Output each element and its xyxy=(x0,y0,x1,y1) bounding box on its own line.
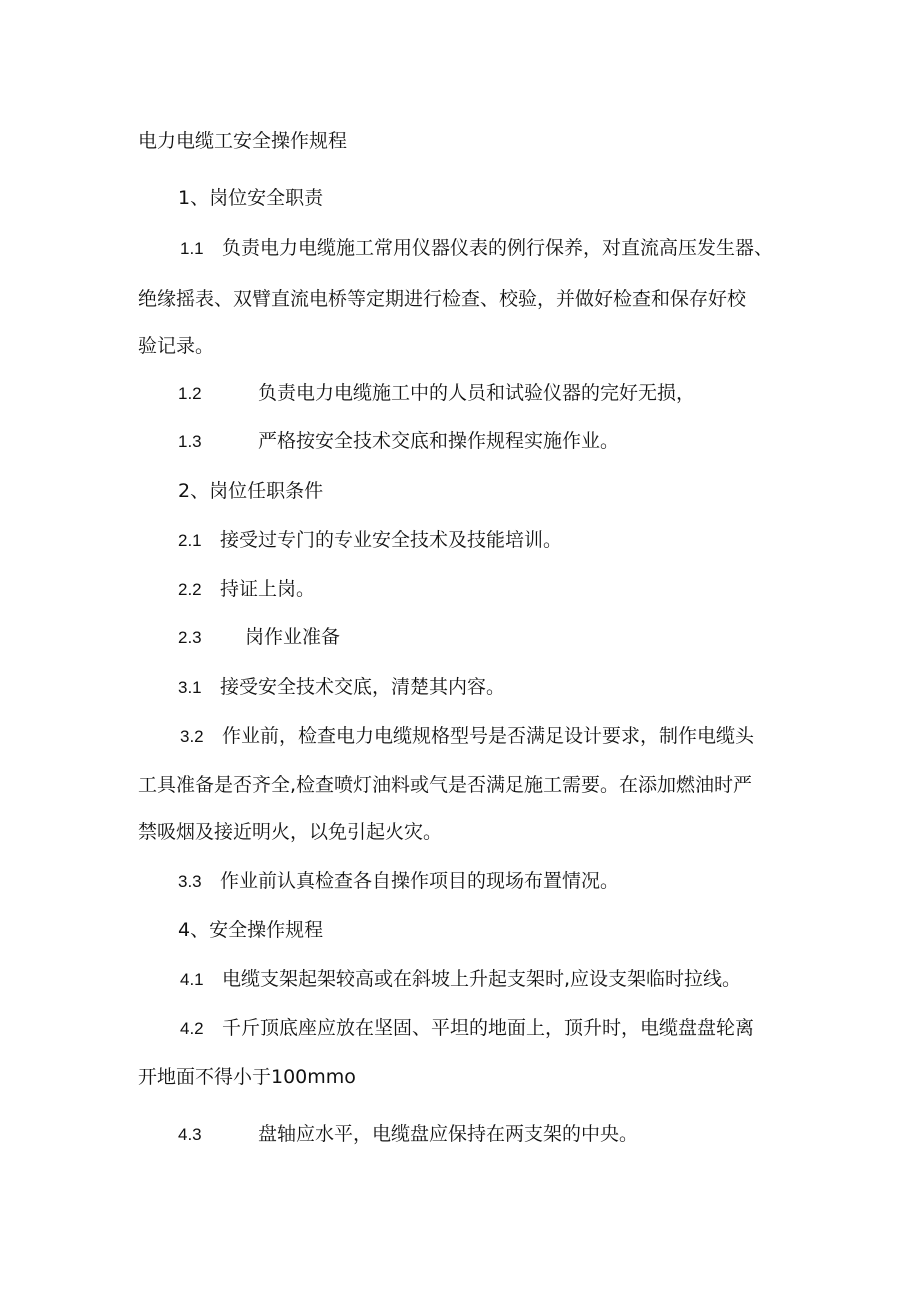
line-text: 验记录。 xyxy=(138,335,215,357)
item-3-3 xyxy=(178,869,619,894)
item-number: 4.2 xyxy=(180,1019,204,1038)
item-1-1-continued xyxy=(138,287,746,311)
item-4-2-continued xyxy=(138,1065,356,1089)
item-number: 1.3 xyxy=(178,432,202,451)
line-text: 千斤顶底座应放在坚固、平坦的地面上，顶升时，电缆盘盘轮离 xyxy=(222,1017,755,1039)
line-text: 电缆支架起架较高或在斜坡上升起支架时,应设支架临时拉线。 xyxy=(222,968,742,990)
line-text: 禁吸烟及接近明火，以免引起火灾。 xyxy=(138,821,443,843)
document-title: 电力电缆工安全操作规程 xyxy=(138,130,348,152)
item-1-1 xyxy=(180,236,773,261)
line-text: 岗作业准备 xyxy=(245,626,341,648)
line-text: 作业前，检查电力电缆规格型号是否满足设计要求，制作电缆头 xyxy=(222,725,755,747)
item-number: 2.2 xyxy=(178,580,202,599)
line-text: 接受过专门的专业安全技术及技能培训。 xyxy=(220,529,563,551)
item-number: 2.3 xyxy=(178,628,202,647)
item-1-3 xyxy=(178,429,619,454)
item-1-1-continued xyxy=(138,334,214,358)
item-3-2-continued xyxy=(138,820,442,844)
line-text: 负责电力电缆施工常用仪器仪表的例行保养，对直流高压发生器、 xyxy=(222,237,774,259)
section-heading-2 xyxy=(178,479,323,503)
item-number: 3.2 xyxy=(180,727,204,746)
item-number: 1.2 xyxy=(178,384,202,403)
line-text: 接受安全技术交底，清楚其内容。 xyxy=(220,676,506,698)
line-text: 盘轴应水平，电缆盘应保持在两支架的中央。 xyxy=(258,1123,639,1145)
item-2-2 xyxy=(178,577,315,602)
line-text: 工具准备是否齐全,检查喷灯油料或气是否满足施工需要。在添加燃油时严 xyxy=(138,774,753,796)
line-text: 1、岗位安全职责 xyxy=(178,187,324,209)
item-number: 1.1 xyxy=(180,239,204,258)
section-heading-1 xyxy=(178,186,323,210)
item-3-1 xyxy=(178,675,505,700)
item-4-3 xyxy=(178,1122,638,1147)
line-text: 严格按安全技术交底和操作规程实施作业。 xyxy=(258,430,620,452)
line-text: 绝缘摇表、双臂直流电桥等定期进行检查、校验，并做好检查和保存好校 xyxy=(138,288,747,310)
item-1-2 xyxy=(178,381,695,406)
line-text: 负责电力电缆施工中的人员和试验仪器的完好无损， xyxy=(258,382,696,404)
line-text: 2、岗位任职条件 xyxy=(178,480,324,502)
item-number: 3.1 xyxy=(178,678,202,697)
item-2-1 xyxy=(178,528,562,553)
item-number: 4.1 xyxy=(180,970,204,989)
line-text: 持证上岗。 xyxy=(220,578,316,600)
item-4-1 xyxy=(180,967,741,992)
item-4-2 xyxy=(180,1016,754,1041)
item-3-2 xyxy=(180,724,754,749)
line-text: 4、安全操作规程 xyxy=(178,919,324,941)
item-2-3 xyxy=(178,625,340,650)
item-number: 2.1 xyxy=(178,531,202,550)
item-number: 3.3 xyxy=(178,872,202,891)
item-number: 4.3 xyxy=(178,1125,202,1144)
line-text: 作业前认真检查各自操作项目的现场布置情况。 xyxy=(220,870,620,892)
item-3-2-continued xyxy=(138,773,752,797)
line-text: 开地面不得小于100mmo xyxy=(138,1066,356,1088)
section-heading-4 xyxy=(178,918,323,942)
